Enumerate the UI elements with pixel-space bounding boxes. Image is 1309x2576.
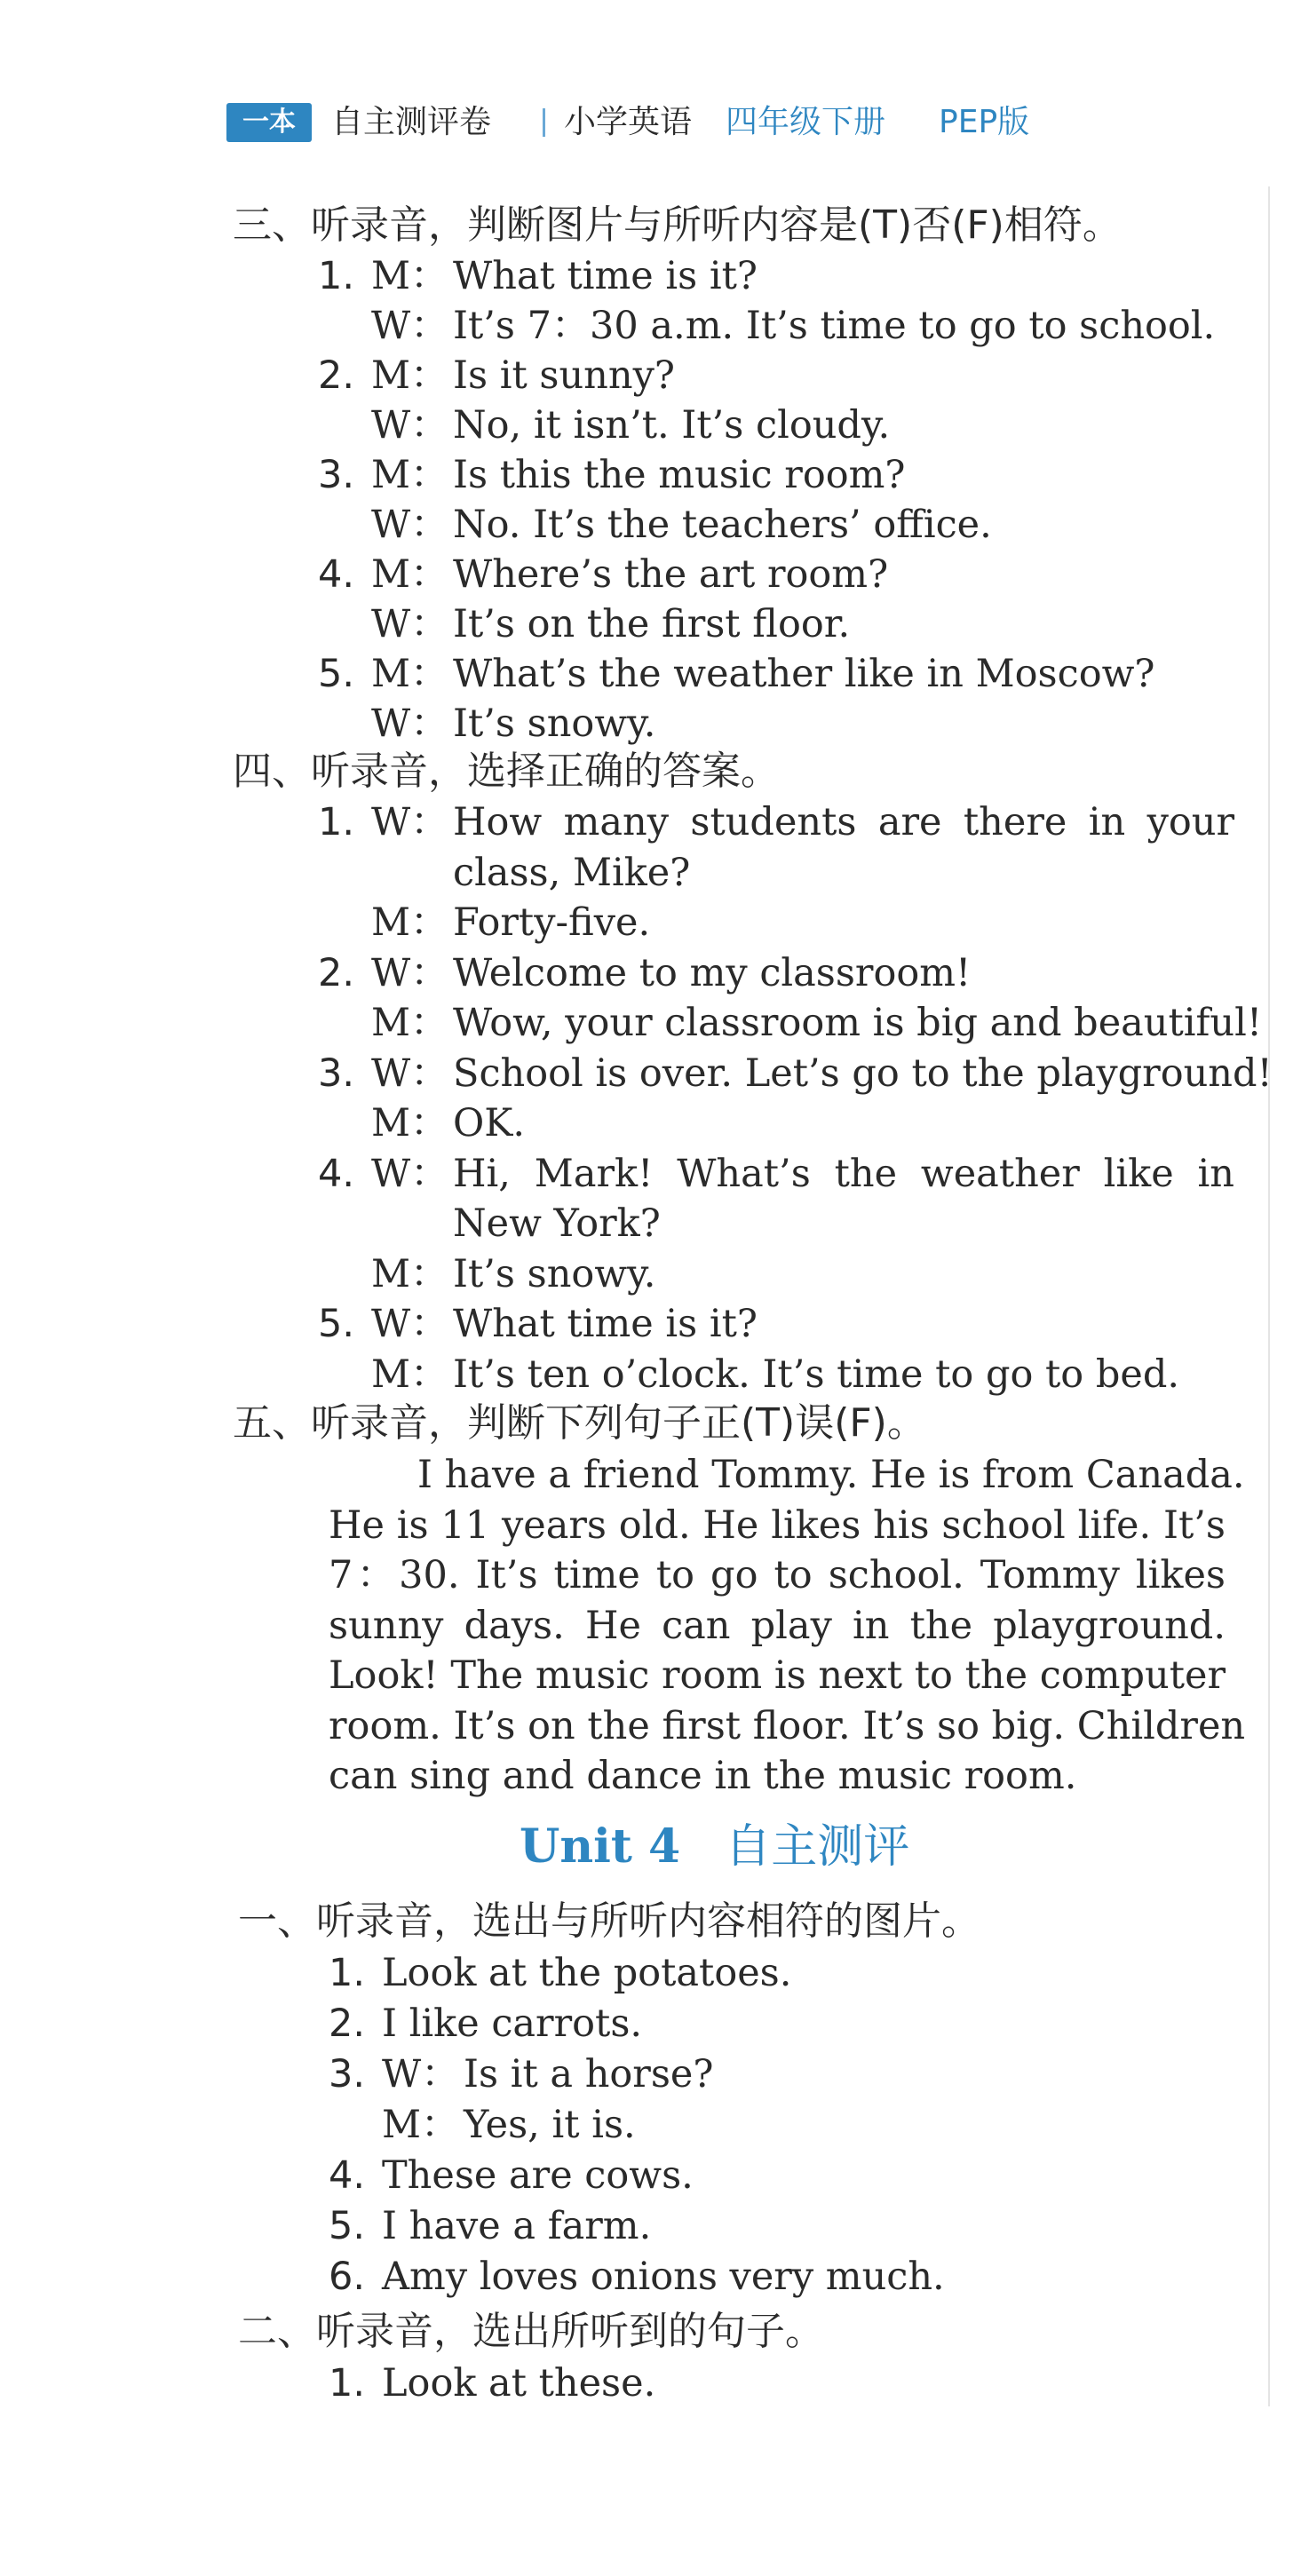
dialog-line	[318, 950, 971, 996]
dialog-text: How many students are there in your	[453, 800, 1234, 844]
speaker-label: W：	[371, 602, 449, 646]
dialog-text: These are cows.	[382, 2153, 694, 2198]
speaker-label: M：	[371, 552, 449, 597]
page-fold-line	[1268, 186, 1270, 2406]
item-number: 5.	[329, 2204, 366, 2248]
item-number: 2.	[329, 2001, 366, 2046]
speaker-label: M：	[371, 900, 449, 945]
dialog-line	[318, 1251, 655, 1297]
item-number: 2.	[318, 353, 355, 398]
dialog-line	[318, 353, 675, 399]
dialog-text: No, it isn’t. It’s cloudy.	[453, 403, 891, 448]
dialog-text: Look at these.	[382, 2361, 656, 2406]
dialog-text: Forty-five.	[453, 900, 651, 945]
dialog-text: New York?	[453, 1201, 661, 1246]
item-number: 1.	[318, 800, 355, 844]
dialog-text: It’s snowy.	[453, 701, 656, 746]
dialog-text: Is this the music room?	[453, 453, 906, 497]
speaker-label: W：	[371, 403, 449, 448]
speaker-label: M：	[371, 652, 449, 696]
passage-line: He is 11 years old. He likes his school life. It’s	[329, 1502, 1226, 1548]
unit-4-heading	[520, 1819, 909, 1875]
section-3-title: 三、听录音，判断图片与所听内容是(T)否(F)相符。	[233, 202, 1122, 248]
dialog-text: It’s ten o’clock. It’s time to go to bed.	[453, 1351, 1180, 1397]
speaker-label: M：	[371, 453, 449, 497]
dialog-line	[318, 502, 992, 548]
dialog-line	[318, 1151, 1234, 1197]
speaker-label: M：	[382, 2103, 460, 2147]
dialog-line	[318, 452, 905, 498]
dialog-text: OK.	[453, 1101, 526, 1145]
dialog-text: Wow, your classroom is big and beautiful!	[453, 1001, 1263, 1045]
dialog-line	[318, 303, 1215, 349]
item-number: 1.	[329, 1951, 366, 1995]
dialog-line	[318, 1100, 525, 1146]
dialog-text: Amy loves onions very much.	[382, 2255, 945, 2299]
dialog-text: No. It’s the teachers’ office.	[453, 503, 992, 547]
speaker-label: W：	[371, 304, 449, 348]
subject-title: 小学英语	[564, 104, 693, 140]
unit4-section-1-title: 一、听录音，选出与所听内容相符的图片。	[238, 1898, 980, 1944]
speaker-label: W：	[371, 1302, 449, 1346]
dialog-text: What time is it?	[453, 254, 758, 298]
speaker-label: W：	[371, 503, 449, 547]
item-number: 2.	[318, 950, 355, 995]
dialog-line	[329, 2102, 636, 2148]
dialog-line	[318, 1050, 1273, 1097]
speaker-label: M：	[371, 1101, 449, 1145]
dialog-text: It’s 7：30 a.m. It’s time to go to school.	[453, 304, 1216, 348]
dialog-line	[329, 2203, 651, 2249]
speaker-label: W：	[371, 800, 449, 844]
dialog-line	[318, 900, 650, 946]
dialog-text: Is it a horse?	[464, 2052, 714, 2096]
dialog-line	[318, 253, 758, 299]
dialog-line	[329, 2152, 694, 2199]
speaker-label: M：	[371, 353, 449, 398]
speaker-label: W：	[382, 2052, 460, 2096]
item-number: 3.	[318, 1050, 355, 1096]
dialog-line	[318, 1000, 1262, 1046]
passage-line: 7：30. It’s time to go to school. Tommy likes	[329, 1553, 1226, 1597]
dialog-text: Is it sunny?	[453, 353, 675, 398]
passage-line: can sing and dance in the music room.	[329, 1754, 1077, 1798]
dialog-text: What time is it?	[453, 1302, 758, 1346]
unit4-section-2-title: 二、听录音，选出所听到的句子。	[238, 2309, 824, 2354]
dialog-text: Where’s the art room?	[453, 552, 889, 597]
passage-line: sunny days. He can play in the playground.	[329, 1603, 1226, 1648]
item-number: 6.	[329, 2255, 366, 2299]
speaker-label: W：	[371, 1151, 449, 1196]
item-number: 4.	[329, 2153, 366, 2198]
dialog-line	[318, 1201, 661, 1247]
grade-title: 四年级下册	[726, 104, 886, 140]
speaker-label: M：	[371, 1251, 449, 1296]
edition-title: PEP版	[939, 104, 1030, 140]
dialog-line	[318, 1351, 1179, 1398]
speaker-label: W：	[371, 701, 449, 746]
header-divider	[543, 108, 545, 137]
dialog-text: It’s on the first floor.	[453, 602, 851, 646]
passage-line: I have a friend Tommy. He is from Canada.	[417, 1453, 1245, 1497]
speaker-label: W：	[371, 1050, 449, 1096]
dialog-line	[318, 651, 1154, 697]
dialog-line	[318, 601, 850, 647]
item-number: 4.	[318, 1151, 355, 1196]
item-number: 3.	[329, 2052, 366, 2096]
passage-line: room. It’s on the first floor. It’s so big. Children	[329, 1703, 1246, 1748]
dialog-text: class, Mike?	[453, 850, 691, 895]
item-number: 5.	[318, 652, 355, 696]
speaker-label: M：	[371, 1001, 449, 1045]
item-number: 3.	[318, 453, 355, 497]
section-5-title: 五、听录音，判断下列句子正(T)误(F)。	[233, 1400, 926, 1446]
dialog-text: Yes, it is.	[464, 2103, 636, 2147]
item-number: 5.	[318, 1302, 355, 1346]
dialog-text: Welcome to my classroom!	[453, 950, 972, 995]
dialog-line	[318, 402, 890, 448]
dialog-line	[318, 850, 690, 896]
dialog-line	[318, 1301, 758, 1347]
dialog-line	[329, 1950, 791, 1996]
unit-label: Unit 4	[520, 1819, 681, 1874]
dialog-line	[329, 2051, 713, 2097]
page-header	[226, 94, 1115, 147]
dialog-line	[329, 2254, 945, 2300]
dialog-text: What’s the weather like in Moscow?	[453, 652, 1155, 696]
dialog-text: I like carrots.	[382, 2001, 643, 2046]
dialog-text: I have a farm.	[382, 2204, 652, 2248]
speaker-label: W：	[371, 950, 449, 995]
series-title: 自主测评卷	[331, 104, 492, 140]
dialog-text: Look at the potatoes.	[382, 1951, 792, 1995]
item-number: 1.	[329, 2361, 366, 2406]
dialog-text: Hi, Mark! What’s the weather like in	[453, 1151, 1234, 1196]
dialog-line	[329, 2360, 655, 2406]
dialog-line	[318, 799, 1234, 845]
dialog-line	[318, 701, 655, 747]
passage-line: Look! The music room is next to the computer	[329, 1653, 1226, 1698]
item-number: 4.	[318, 552, 355, 597]
dialog-line	[329, 2001, 642, 2047]
unit-title-cn: 自主测评	[725, 1820, 910, 1874]
dialog-text: School is over. Let’s go to the playground!	[453, 1050, 1273, 1096]
speaker-label: M：	[371, 1351, 449, 1397]
dialog-text: It’s snowy.	[453, 1251, 656, 1296]
speaker-label: M：	[371, 254, 449, 298]
dialog-line	[318, 551, 888, 598]
section-4-title: 四、听录音，选择正确的答案。	[233, 749, 780, 794]
item-number: 1.	[318, 254, 355, 298]
brand-logo: 一本	[226, 103, 312, 142]
